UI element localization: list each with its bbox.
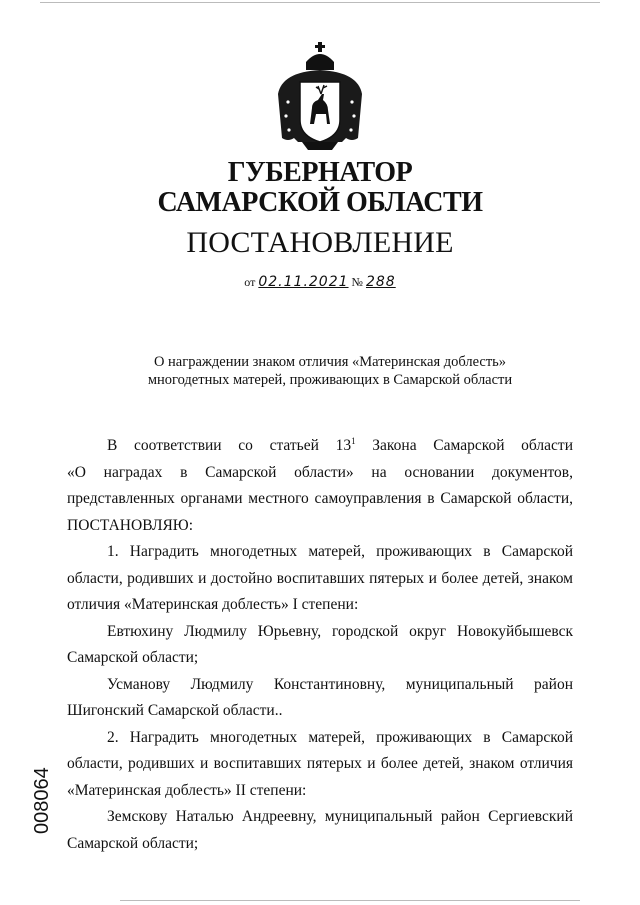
issuer-line-1: ГУБЕРНАТОР bbox=[227, 157, 413, 188]
awardee-line: Самарской области; bbox=[67, 649, 199, 666]
item-2-line: «Материнская доблесть» II степени: bbox=[67, 781, 307, 799]
document-body bbox=[67, 428, 573, 857]
awardee-line: Земскову Наталью Андреевну, муниципальный район Сергиевский bbox=[107, 808, 573, 825]
scan-artifact-top bbox=[40, 2, 600, 3]
intro-text: Закона Самарской области bbox=[355, 437, 573, 454]
issuer-line-2: САМАРСКОЙ ОБЛАСТИ bbox=[157, 187, 483, 218]
date-number-line bbox=[0, 273, 640, 291]
samara-coat-of-arms-icon bbox=[272, 42, 368, 154]
item-2-line: 2. Наградить многодетных матерей, проживающих в Самарской bbox=[107, 728, 573, 746]
decree-date: 02.11.2021 bbox=[258, 274, 349, 290]
document-type: ПОСТАНОВЛЕНИЕ bbox=[186, 226, 454, 259]
number-prefix: № bbox=[351, 275, 363, 289]
decree-number: 288 bbox=[365, 274, 396, 290]
intro-line: представленных органами местного самоуправления в Самарской области, bbox=[67, 490, 573, 507]
intro-text: В соответствии со статьей 13 bbox=[107, 437, 352, 454]
intro-line: «О наградах в Самарской области» на основании документов, bbox=[67, 463, 573, 481]
resolution-word: ПОСТАНОВЛЯЮ: bbox=[67, 516, 194, 534]
awardee-line: Евтюхину Людмилу Юрьевну, городской округ Новокуйбышевск bbox=[107, 622, 573, 640]
item-1-line: области, родивших и достойно воспитавших пятерых и более детей, знаком bbox=[67, 569, 573, 587]
scan-artifact-bottom bbox=[120, 900, 580, 901]
subject-line-2: многодетных матерей, проживающих в Самарской области bbox=[147, 372, 513, 388]
page-serial-number: 008064 bbox=[31, 767, 53, 834]
item-1-line: отличия «Материнская доблесть» I степени: bbox=[67, 596, 359, 613]
awardee-line: Усманову Людмилу Константиновну, муниципальный район bbox=[107, 675, 573, 693]
awardee-line: Самарской области; bbox=[67, 834, 199, 852]
subject-line-1: О награждении знаком отличия «Материнская доблесть» bbox=[153, 354, 507, 370]
item-2-line: области, родивших и воспитавших пятерых и более детей, знаком отличия bbox=[67, 755, 573, 772]
date-prefix: от bbox=[244, 275, 256, 289]
awardee-line: Шигонский Самарской области.. bbox=[67, 702, 283, 719]
item-1-line: 1. Наградить многодетных матерей, проживающих в Самарской bbox=[107, 543, 573, 560]
intro-line bbox=[67, 428, 573, 460]
article-superscript: 1 bbox=[351, 436, 356, 446]
